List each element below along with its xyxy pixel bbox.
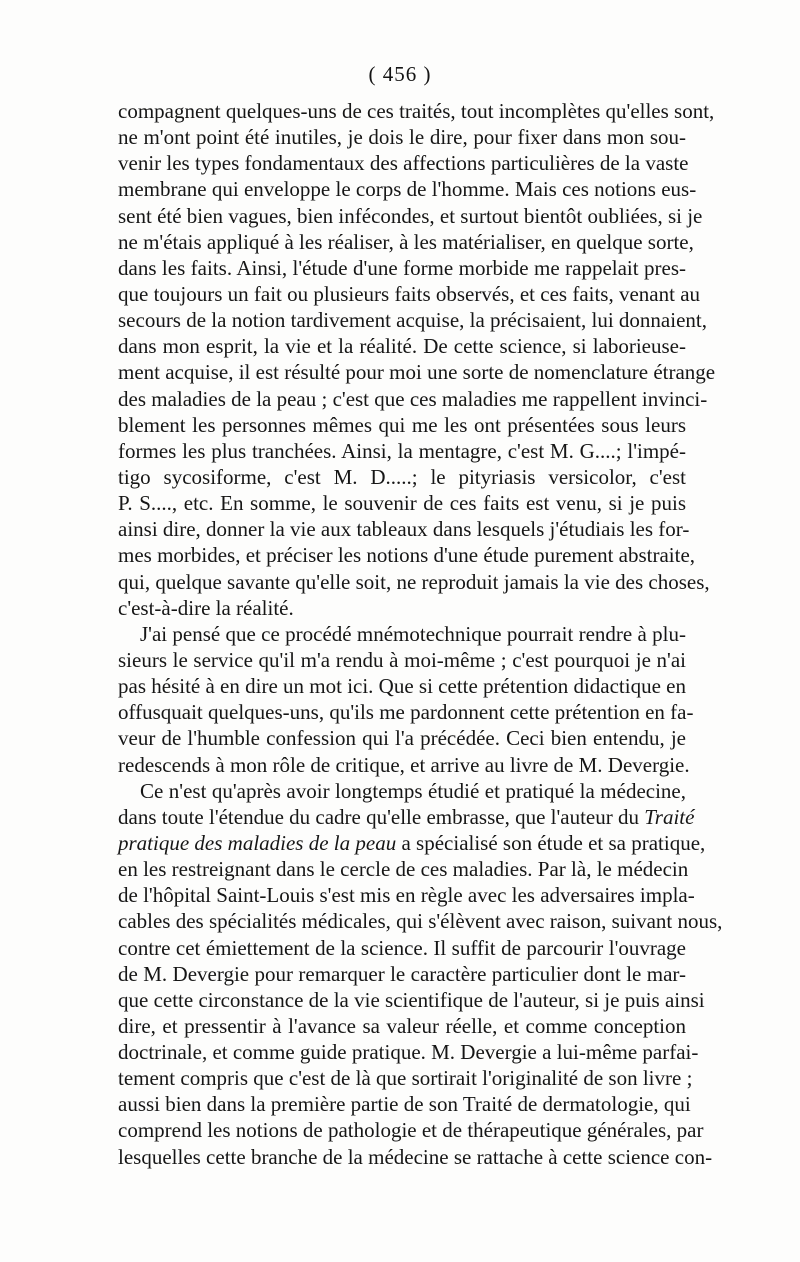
line-text: blement les personnes mêmes qui me les ont présentées sous leurs — [118, 412, 686, 437]
text-line — [118, 281, 701, 307]
line-text: dans mon esprit, la vie et la réalité. De cette science, si laborieuse- — [118, 334, 686, 359]
body-text — [118, 98, 723, 1170]
line-text: de l'hôpital Saint-Louis s'est mis en règle avec les adversaires impla- — [118, 883, 695, 908]
text-line — [118, 882, 695, 908]
line-text: que toujours un fait ou plusieurs faits observés, et ces faits, venant au — [118, 281, 701, 306]
line-text: offusquait quelques-uns, qu'ils me pardonnent cette prétention en fa- — [118, 700, 694, 725]
line-text: secours de la notion tardivement acquise, la précisaient, lui donnaient, — [118, 308, 707, 333]
text-line — [118, 647, 686, 673]
text-line — [118, 1117, 704, 1143]
line-text: J'ai pensé que ce procédé mnémotechnique pourrait rendre à plu- — [140, 621, 686, 646]
text-line — [118, 856, 689, 882]
line-text: c'est-à-dire la réalité. — [118, 595, 294, 620]
text-line — [118, 830, 706, 856]
line-text: contre cet émiettement de la science. Il suffit de parcourir l'ouvrage — [118, 935, 686, 960]
line-text: redescends à mon rôle de critique, et arrive au livre de M. Devergie. — [118, 752, 690, 777]
line-text: sieurs le service qu'il m'a rendu à moi-même ; c'est pourquoi je n'ai — [118, 647, 686, 672]
line-text: Ce n'est qu'après avoir longtemps étudié et pratiqué la médecine, — [140, 778, 686, 803]
line-text: a spécialisé son étude et sa pratique, — [396, 830, 706, 855]
text-line — [118, 203, 703, 229]
line-text: ne m'étais appliqué à les réaliser, à les matérialiser, en quelque sorte, — [118, 229, 694, 254]
text-line — [118, 124, 686, 150]
line-text: pas hésité à en dire un mot ici. Que si cette prétention didactique en — [118, 674, 686, 699]
line-text: qui, quelque savante qu'elle soit, ne reproduit jamais la vie des choses, — [118, 569, 710, 594]
text-line — [118, 987, 705, 1013]
text-line — [118, 935, 686, 961]
text-line — [118, 699, 694, 725]
text-line — [118, 150, 689, 176]
line-text: venir les types fondamentaux des affections particulières de la vaste — [118, 151, 689, 176]
text-line — [118, 229, 694, 255]
text-line — [118, 595, 686, 621]
text-line — [118, 1091, 691, 1117]
line-text: de M. Devergie pour remarquer le caractère particulier dont le mar- — [118, 961, 686, 986]
line-text: membrane qui enveloppe le corps de l'homme. Mais ces notions eus- — [118, 177, 697, 202]
line-text: cables des spécialités médicales, qui s'élèvent avec raison, suivant nous, — [118, 909, 723, 934]
text-line — [118, 542, 696, 568]
line-text: dans les faits. Ainsi, l'étude d'une forme morbide me rappelait pres- — [118, 255, 686, 280]
text-line — [118, 621, 686, 647]
text-line — [118, 908, 723, 934]
text-line — [118, 673, 686, 699]
line-text: tement compris que c'est de là que sortirait l'originalité de son livre ; — [118, 1066, 693, 1091]
text-line — [118, 516, 690, 542]
text-line — [118, 438, 686, 464]
line-text: ainsi dire, donner la vie aux tableaux dans lesquels j'étudiais les for- — [118, 517, 690, 542]
text-line — [118, 359, 716, 385]
line-text: formes les plus tranchées. Ainsi, la mentagre, c'est M. G....; l'impé- — [118, 438, 686, 463]
line-text: ment acquise, il est résulté pour moi une sorte de nomenclature étrange — [118, 360, 716, 385]
text-line — [118, 1065, 693, 1091]
text-line — [118, 307, 707, 333]
text-line — [118, 255, 686, 281]
text-line — [118, 176, 697, 202]
line-text: dire, et pressentir à l'avance sa valeur réelle, et comme conception — [118, 1013, 686, 1038]
line-text: P. S...., etc. En somme, le souvenir de ces faits est venu, si je puis — [118, 491, 686, 516]
line-text: des maladies de la peau ; c'est que ces maladies me rappellent invinci- — [118, 386, 708, 411]
line-text: compagnent quelques-uns de ces traités, tout incomplètes qu'elles sont, — [118, 99, 715, 123]
line-text: en les restreignant dans le cercle de ces maladies. Par là, le médecin — [118, 857, 689, 882]
text-line — [118, 333, 686, 359]
line-text: mes morbides, et préciser les notions d'une étude purement abstraite, — [118, 543, 696, 568]
line-text: comprend les notions de pathologie et de thérapeutique générales, par — [118, 1118, 704, 1143]
line-text: aussi bien dans la première partie de son Traité de dermatologie, qui — [118, 1092, 691, 1117]
text-line — [118, 464, 686, 490]
line-text: lesquelles cette branche de la médecine se rattache à cette science con- — [118, 1144, 713, 1169]
italic-title: pratique des maladies de la peau — [118, 830, 397, 855]
italic-title: Traité — [644, 804, 695, 829]
line-text: tigo sycosiforme, c'est M. D.....; le pityriasis versicolor, c'est — [118, 464, 686, 489]
line-text: que cette circonstance de la vie scientifique de l'auteur, si je puis ainsi — [118, 987, 705, 1012]
text-line — [118, 778, 686, 804]
line-text: doctrinale, et comme guide pratique. M. Devergie a lui-même parfai- — [118, 1040, 699, 1065]
text-line — [118, 1013, 686, 1039]
line-text: ne m'ont point été inutiles, je dois le dire, pour fixer dans mon sou- — [118, 125, 686, 150]
text-line — [118, 752, 690, 778]
line-text: sent été bien vagues, bien infécondes, et surtout bientôt oubliées, si je — [118, 203, 703, 228]
text-line — [118, 386, 708, 412]
text-line — [118, 961, 686, 987]
text-line — [118, 1144, 713, 1170]
line-text: veur de l'humble confession qui l'a précédée. Ceci bien entendu, je — [118, 726, 686, 751]
text-line — [118, 1039, 699, 1065]
text-line — [118, 569, 710, 595]
text-line — [118, 725, 686, 751]
page-number: ( 456 ) — [368, 62, 432, 86]
text-line — [118, 804, 695, 830]
text-line — [118, 412, 686, 438]
line-text: dans toute l'étendue du cadre qu'elle embrasse, que l'auteur du — [118, 804, 645, 829]
text-line — [118, 98, 715, 124]
text-line — [118, 490, 686, 516]
